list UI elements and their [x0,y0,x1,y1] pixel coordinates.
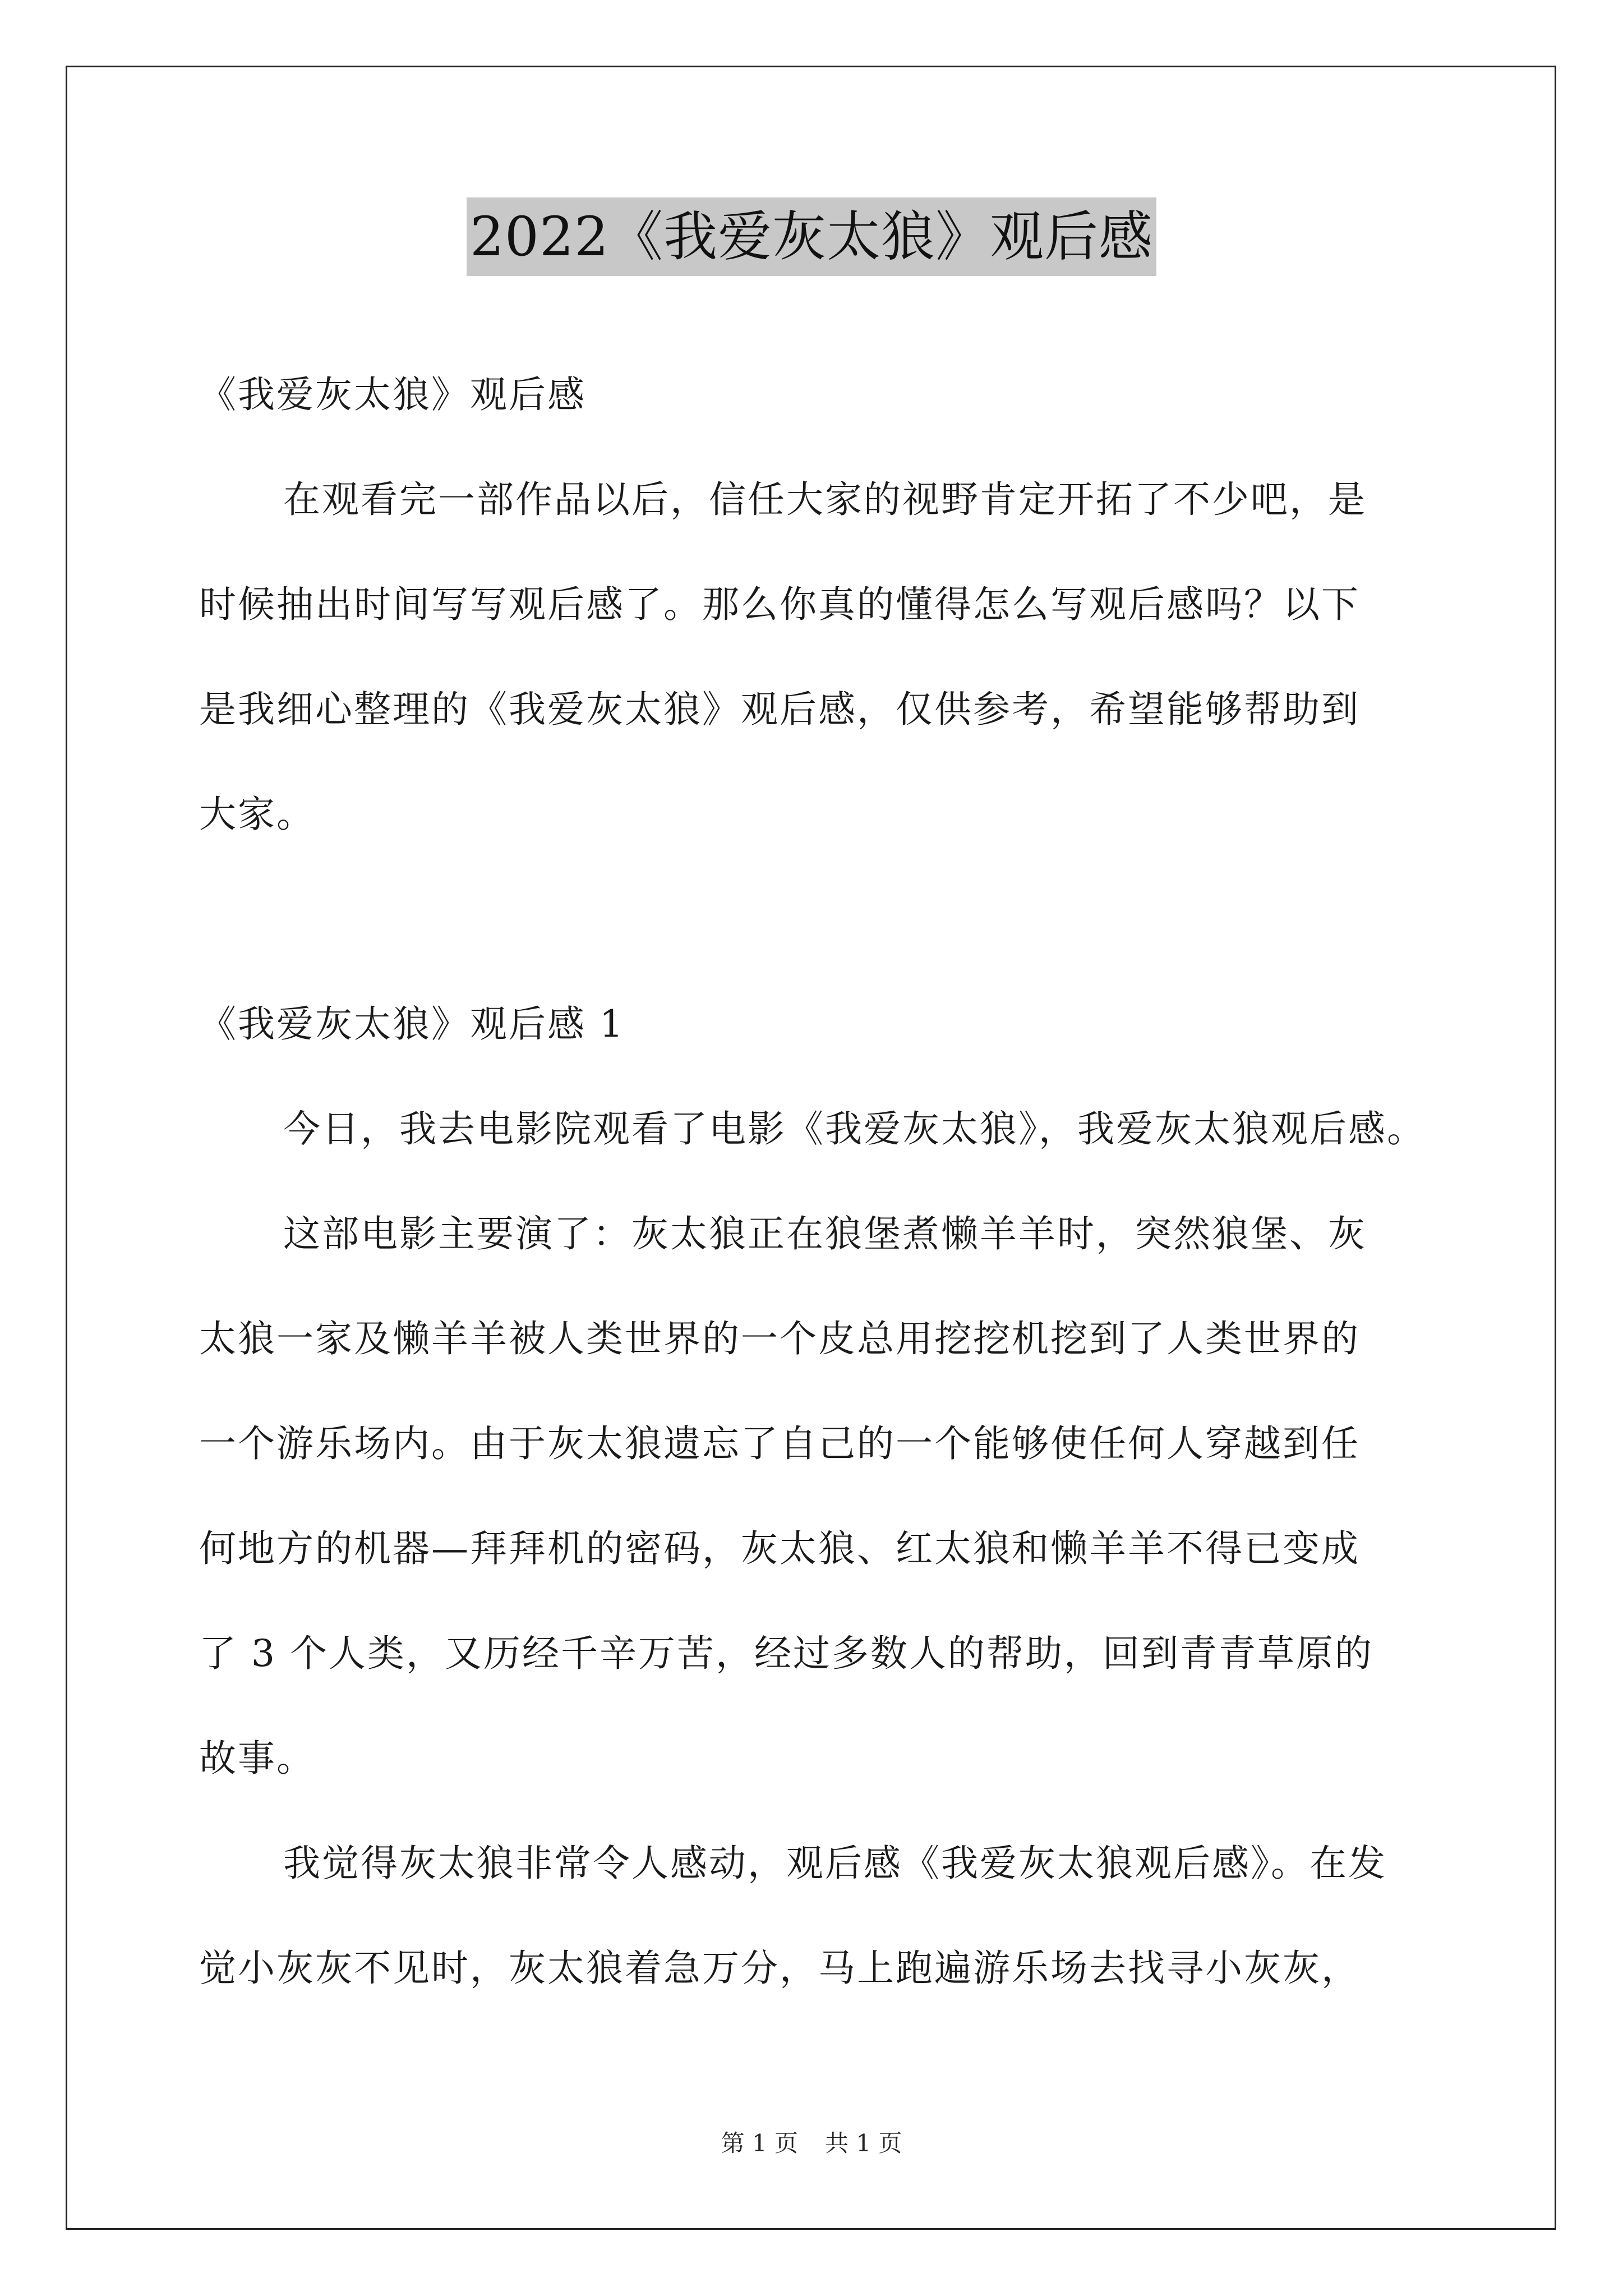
text-line: 我觉得灰太狼非常令人感动，观后感《我爱灰太狼观后感》。在发 [283,1842,1387,1885]
document-body [199,342,1433,2021]
text-line: 何地方的机器—拜拜机的密码，灰太狼、红太狼和懒羊羊不得已变成 [199,1527,1360,1570]
text-line: 《我爱灰太狼》观后感 1 [199,1002,625,1046]
page-footer [0,2125,1623,2159]
text-line: 大家。 [199,793,315,836]
text-line: 故事。 [199,1737,315,1780]
text-line: 一个游乐场内。由于灰太狼遗忘了自己的一个能够使任何人穿越到任 [199,1422,1360,1465]
text-line: 了 3 个人类，又历经千辛万苦，经过多数人的帮助，回到青青草原的 [199,1632,1373,1675]
text-line: 觉小灰灰不见时，灰太狼着急万分，马上跑遍游乐场去找寻小灰灰， [199,1947,1360,1990]
text-line: 时候抽出时间写写观后感了。那么你真的懂得怎么写观后感吗？以下 [199,583,1360,626]
text-line: 太狼一家及懒羊羊被人类世界的一个皮总用挖挖机挖到了人类世界的 [199,1317,1360,1360]
text-line: 《我爱灰太狼》观后感 [199,373,586,416]
page-number: 第 1 页 [721,2129,798,2157]
text-line: 今日，我去电影院观看了电影《我爱灰太狼》，我爱灰太狼观后感。 [283,1107,1426,1151]
title-wrap [0,197,1623,276]
text-line: 是我细心整理的《我爱灰太狼》观后感，仅供参考，希望能够帮助到 [199,688,1360,731]
text-line: 这部电影主要演了：灰太狼正在狼堡煮懒羊羊时，突然狼堡、灰 [283,1212,1367,1255]
document-title: 2022《我爱灰太狼》观后感 [467,197,1156,276]
paragraph-gap [199,867,1433,972]
text-line: 在观看完一部作品以后，信任大家的视野肯定开拓了不少吧，是 [283,478,1367,521]
page-total: 共 1 页 [825,2129,902,2157]
